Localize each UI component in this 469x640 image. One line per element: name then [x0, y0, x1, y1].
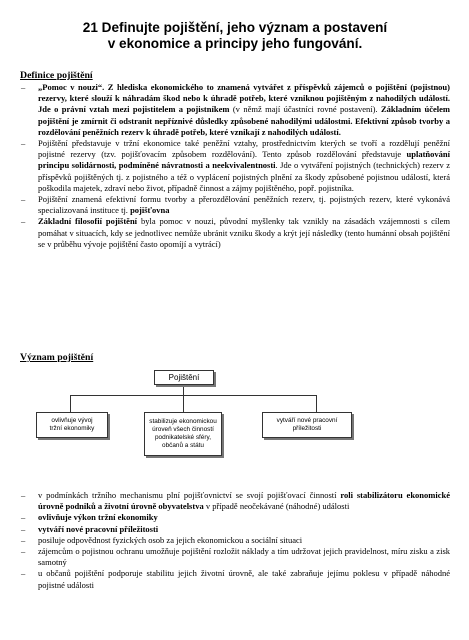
bold-text: roli stabilizátoru ekonomické úrovně podniků a životní úrovně obyvatelstva [38, 490, 450, 512]
body-text: zájemcům o pojistnou ochranu umožňuje pojištění rozložit náklady a tím udržovat jejich pravidelnost, míru zisku a zisk samotný [38, 546, 450, 568]
diagram-child-label: tržní ekonomiky [49, 425, 95, 432]
bullet-dash: – [21, 568, 26, 579]
diagram-child-label: stabilizuje ekonomickou [149, 418, 217, 425]
diagram-connector [70, 395, 316, 396]
diagram-child-label: občanů a státu [162, 442, 204, 449]
bullet-dash: – [21, 194, 26, 205]
body-text: u občanů pojištění podporuje stabilitu jejich životní úrovně, ale také zabraňuje jejímu poklesu v případě náhodné pojistné události [38, 568, 450, 590]
diagram-connector [316, 395, 317, 412]
bullet-dash: – [21, 490, 26, 500]
diagram-child-label: vytváří nové pracovní [276, 417, 338, 424]
diagram-root-label: Pojištění [168, 372, 200, 382]
diagram-child-label: podnikatelské sféry, [154, 434, 211, 441]
section-heading-definition: Definice pojištění [20, 70, 93, 81]
list-item [20, 568, 450, 590]
bullet-dash: – [21, 546, 26, 557]
body-text: . Jde o vytváření pojistných (technických) rezerv z příspěvků pojištěných tj. z pojistného a též o vyplácení pojistných plnění za škody způsobené pojistnou událostí, která poškodila majetek, zdraví nebo život, případně činnost a zájmy pojištěného, popř. pojistníka. [38, 160, 450, 193]
list-item [20, 82, 450, 138]
bold-text: ovlivňuje výkon tržní ekonomiky [38, 512, 158, 523]
page-title-line-1: 21 Definujte pojištění, jeho význam a postavení [82, 20, 388, 35]
bullet-dash: – [21, 216, 26, 227]
page-title [20, 20, 450, 52]
bold-text: pojišťovna [130, 205, 170, 216]
bullet-dash: – [21, 512, 26, 523]
list-item [20, 512, 450, 523]
list-item [20, 535, 450, 546]
definition-list [20, 82, 450, 250]
bullet-dash: – [21, 82, 26, 92]
body-text: posiluje odpovědnost fyzických osob za jejich ekonomickou a sociální situaci [38, 534, 303, 545]
body-text: v podmínkách tržního mechanismu plní pojišťovnictví se svojí pojišťovací činností [38, 490, 341, 500]
bullet-dash: – [21, 523, 26, 534]
bold-text: uplatňování principu solidárnosti, podmíněné návratnosti a neekvivalentnosti [38, 149, 450, 171]
section-heading-significance: Význam pojištění [20, 352, 94, 363]
diagram-child-label: příležitosti [292, 425, 322, 432]
diagram-root-box [154, 370, 214, 385]
bold-text: vytváří nové pracovní příležitosti [38, 523, 159, 534]
body-text: Pojištění představuje v tržní ekonomice také peněžní vztahy, prostřednictvím kterých se tvoří a rozdělují peněžní pojistné rezervy (tzv. pojišťovacím způsobem rozdělování). Tento způsob rozdělování představuje [38, 138, 450, 160]
significance-diagram [30, 368, 420, 478]
list-item [20, 216, 450, 250]
body-text: Pojištění znamená efektivní formu tvorby a přerozdělování peněžních rezerv, tj. pojistných rezerv, které vykonává specializovaná instituce tj. [38, 194, 450, 216]
body-text: (v němž mají účastníci rovné postavení). [229, 104, 381, 115]
bold-text: Základní filosofií pojištění [38, 216, 138, 227]
diagram-child-label: úroveň všech činností [152, 426, 214, 433]
list-item [20, 490, 450, 512]
body-text: v případě neočekávané (náhodné) události [203, 501, 350, 512]
list-item [20, 546, 450, 568]
body-text: byla pomoc v nouzi, původní myšlenky tak vznikly na zásadách vzájemnosti s cílem pomáhat v situacích, kdy se jednotlivec nemůže ubránit vzniku škody a krýt její následky (tento humánní obsah pojištění se v průběhu vývoje pojištění často opomíjí a vytrácí) [38, 216, 450, 249]
diagram-child-box [36, 412, 108, 438]
diagram-connector [183, 395, 184, 412]
diagram-connector [183, 385, 184, 395]
list-item [20, 138, 450, 194]
diagram-child-label: ovlivňuje vývoj [51, 417, 93, 424]
bold-text: Základním účelem pojištění je zmírnit či odstranit nepříznivé důsledky způsobené nahodilými událostmi. Efektivní způsob tvorby a rozdělování peněžních rezerv k úhradě potřeb, které vznikají z nahodilých událostí. [38, 104, 450, 137]
diagram-child-box [144, 412, 222, 456]
diagram-child-box [262, 412, 352, 438]
page-title-line-2: v ekonomice a principy jeho fungování. [107, 36, 363, 51]
bullet-dash: – [21, 138, 26, 149]
diagram-connector [70, 395, 71, 412]
bullet-dash: – [21, 534, 26, 545]
bold-text: „Pomoc v nouzi“. Z hlediska ekonomického to znamená vytvářet z příspěvků zájemců o pojištění (pojistnou) rezervy, které slouží k náhradám škod nebo k úhradě potřeb, které vzniknou pojištěným z nahodilých událostí. Jde o právní vztah mezi pojistitelem a pojistníkem [38, 82, 450, 115]
list-item [20, 524, 450, 535]
list-item [20, 194, 450, 216]
significance-list [20, 490, 450, 591]
